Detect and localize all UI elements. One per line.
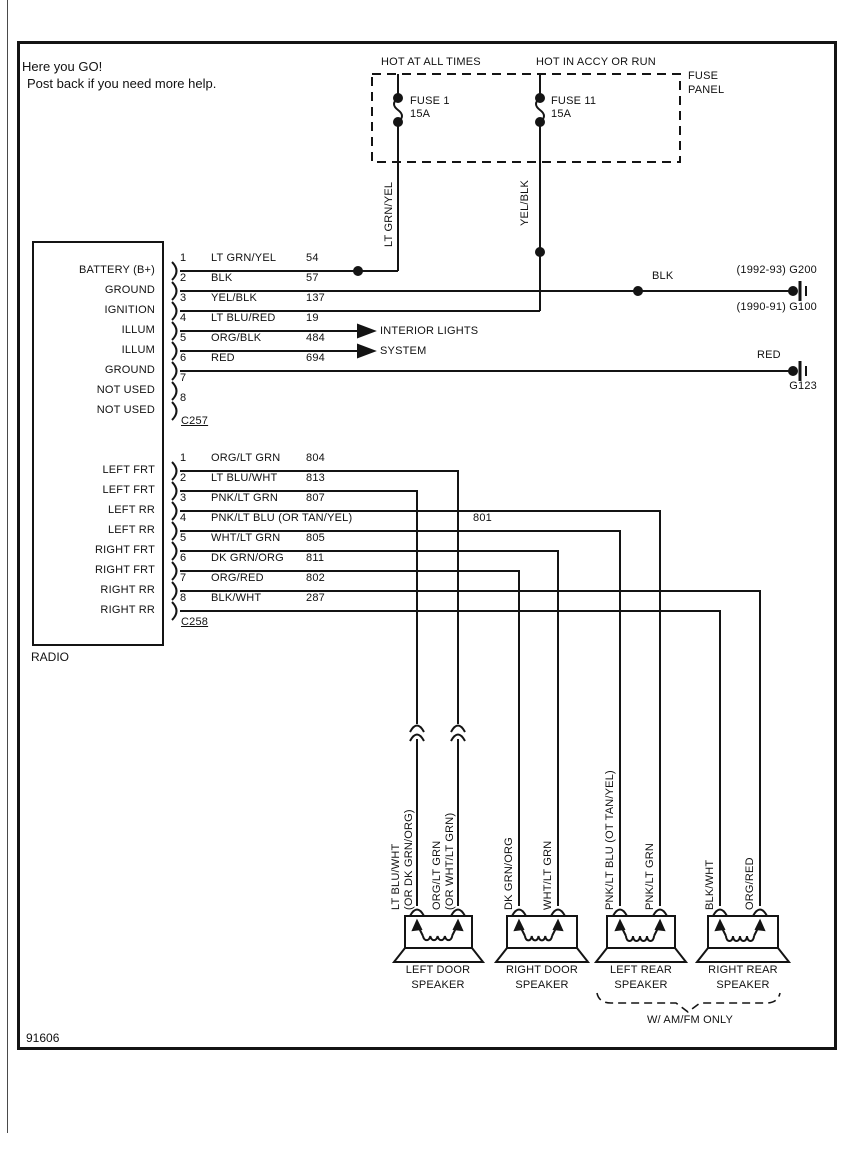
fuse-panel-label-line2: PANEL: [688, 84, 725, 96]
left-door-speaker-label-1: LEFT DOOR: [405, 964, 471, 976]
c258-function-6: RIGHT FRT: [94, 564, 155, 576]
interior-lights-line1: INTERIOR LIGHTS: [380, 325, 479, 337]
c257-circuit-4: 19: [306, 312, 319, 324]
c257-pin-1: 1: [180, 252, 187, 264]
feed-wire-label-ltgrnyel: LT GRN/YEL: [383, 181, 395, 247]
c257-wire-6: RED: [211, 352, 235, 364]
blk-wire-label: BLK: [652, 270, 674, 282]
speaker-wire-label-1: LT BLU/WHT (OR DK GRN/ORG): [390, 809, 415, 910]
c258-pin-2: 2: [180, 472, 187, 484]
c257-wire-5: ORG/BLK: [211, 332, 262, 344]
fuse-panel-label-line1: FUSE: [688, 70, 719, 82]
c257-pin-7: 7: [180, 372, 187, 384]
c258-circuit-4: 801: [473, 512, 492, 524]
c258-function-2: LEFT FRT: [102, 484, 155, 496]
speaker-wire-label-4: WHT/LT GRN: [542, 840, 554, 910]
c257-pin-4: 4: [180, 312, 187, 324]
c257-function-6: GROUND: [104, 364, 155, 376]
speaker-wire-label-7: BLK/WHT: [704, 859, 716, 910]
speaker-wire-label-8: ORG/RED: [744, 857, 756, 910]
right-rear-speaker-label-2: SPEAKER: [716, 979, 770, 991]
c258-circuit-6: 811: [306, 552, 325, 564]
speaker-wire-label-2: ORG/LT GRN (OR WHT/LT GRN): [431, 812, 456, 910]
am-fm-only-note: W/ AM/FM ONLY: [646, 1014, 734, 1026]
right-rear-speaker-icon: [697, 910, 789, 963]
fuse11-rating: 15A: [551, 108, 572, 120]
c257-function-4: ILLUM: [121, 324, 155, 336]
c257-pin-6: 6: [180, 352, 187, 364]
left-door-speaker-icon: [394, 910, 483, 963]
c258-wire-7: ORG/RED: [211, 572, 264, 584]
c258-pin-6: 6: [180, 552, 187, 564]
fuse11-name: FUSE 11: [551, 95, 597, 107]
c258-function-5: RIGHT FRT: [94, 544, 155, 556]
radio-label: RADIO: [31, 650, 70, 664]
speaker-wire-label-6: PNK/LT GRN: [644, 843, 656, 910]
c258-circuit-1: 804: [306, 452, 325, 464]
ground-label-g200: (1992-93) G200: [736, 264, 817, 276]
speaker-wire-label-3: DK GRN/ORG: [503, 837, 515, 910]
c257-pin-5: 5: [180, 332, 187, 344]
c258-wire-3: PNK/LT GRN: [211, 492, 278, 504]
c257-circuit-3: 137: [306, 292, 325, 304]
c257-function-5: ILLUM: [121, 344, 155, 356]
arrow-right-icon: [358, 345, 374, 357]
c258-function-8: RIGHT RR: [100, 604, 155, 616]
arrow-right-icon: [358, 325, 374, 337]
c257-wire-2: BLK: [211, 272, 233, 284]
fuse1-name: FUSE 1: [410, 95, 450, 107]
left-door-speaker-label-2: SPEAKER: [411, 979, 465, 991]
ground-label-g123: G123: [789, 380, 817, 392]
right-door-speaker-icon: [496, 910, 588, 963]
c257-wire-3: YEL/BLK: [211, 292, 258, 304]
c258-wire-8: BLK/WHT: [211, 592, 262, 604]
c258-pin-7: 7: [180, 572, 187, 584]
wire-break-icon: [410, 724, 465, 741]
c257-wire-4: LT BLU/RED: [211, 312, 276, 324]
fuse-11-icon: [536, 74, 544, 162]
ground-icon-g123: [789, 361, 806, 381]
feed-wire-label-yelblk: YEL/BLK: [519, 179, 531, 226]
c257-function-8: NOT USED: [96, 404, 155, 416]
c257-circuit-1: 54: [306, 252, 319, 264]
c258-pin-3: 3: [180, 492, 187, 504]
c257-pin-8: 8: [180, 392, 187, 404]
ground-icon-g200: [789, 281, 806, 301]
am-fm-brace: [597, 993, 780, 1012]
c257-wire-1: LT GRN/YEL: [211, 252, 277, 264]
c257-pin-3: 3: [180, 292, 187, 304]
c258-circuit-3: 807: [306, 492, 325, 504]
c258-connector-label: C258: [181, 616, 209, 628]
c258-wire-5: WHT/LT GRN: [211, 532, 281, 544]
right-rear-speaker-label-1: RIGHT REAR: [708, 964, 778, 976]
red-wire-label: RED: [757, 349, 781, 361]
note-line1: Here you GO!: [22, 59, 103, 74]
feed-header-hot-in-accy: HOT IN ACCY OR RUN: [536, 56, 656, 68]
speaker-wire-label-5: PNK/LT BLU (OT TAN/YEL): [604, 770, 616, 910]
c258-wire-2: LT BLU/WHT: [211, 472, 278, 484]
c258-wire-4: PNK/LT BLU (OR TAN/YEL): [211, 512, 353, 524]
note-line2: Post back if you need more help.: [27, 76, 217, 91]
fuse-1-icon: [394, 74, 402, 162]
c257-function-2: GROUND: [104, 284, 155, 296]
c258-function-1: LEFT FRT: [102, 464, 155, 476]
c258-pin-brackets: [172, 462, 177, 620]
interior-lights-line2: SYSTEM: [380, 345, 427, 357]
fuse1-rating: 15A: [410, 108, 431, 120]
c258-circuit-5: 805: [306, 532, 325, 544]
c258-wire-1: ORG/LT GRN: [211, 452, 281, 464]
c258-function-4: LEFT RR: [107, 524, 155, 536]
c258-circuit-8: 287: [306, 592, 325, 604]
c258-circuit-7: 802: [306, 572, 325, 584]
feed-header-hot-at-all-times: HOT AT ALL TIMES: [381, 56, 481, 68]
c257-circuit-5: 484: [306, 332, 325, 344]
left-rear-speaker-icon: [596, 910, 686, 963]
c257-function-7: NOT USED: [96, 384, 155, 396]
c257-function-3: IGNITION: [104, 304, 155, 316]
right-door-speaker-label-1: RIGHT DOOR: [505, 964, 579, 976]
ground-label-g100: (1990-91) G100: [736, 301, 817, 313]
c258-pin-4: 4: [180, 512, 187, 524]
c258-pin-5: 5: [180, 532, 187, 544]
c258-wire-6: DK GRN/ORG: [211, 552, 284, 564]
c257-pin-brackets: [172, 262, 177, 420]
left-rear-speaker-label-1: LEFT REAR: [609, 964, 673, 976]
c258-function-7: RIGHT RR: [100, 584, 155, 596]
c258-pin-8: 8: [180, 592, 187, 604]
c257-circuit-6: 694: [306, 352, 325, 364]
c258-circuit-2: 813: [306, 472, 325, 484]
c258-pin-1: 1: [180, 452, 187, 464]
c257-function-1: BATTERY (B+): [78, 264, 155, 276]
c257-circuit-2: 57: [306, 272, 319, 284]
c258-function-3: LEFT RR: [107, 504, 155, 516]
left-rear-speaker-label-2: SPEAKER: [614, 979, 668, 991]
c257-connector-label: C257: [181, 415, 209, 427]
c257-pin-2: 2: [180, 272, 187, 284]
doc-number: 91606: [26, 1031, 60, 1045]
right-door-speaker-label-2: SPEAKER: [515, 979, 569, 991]
